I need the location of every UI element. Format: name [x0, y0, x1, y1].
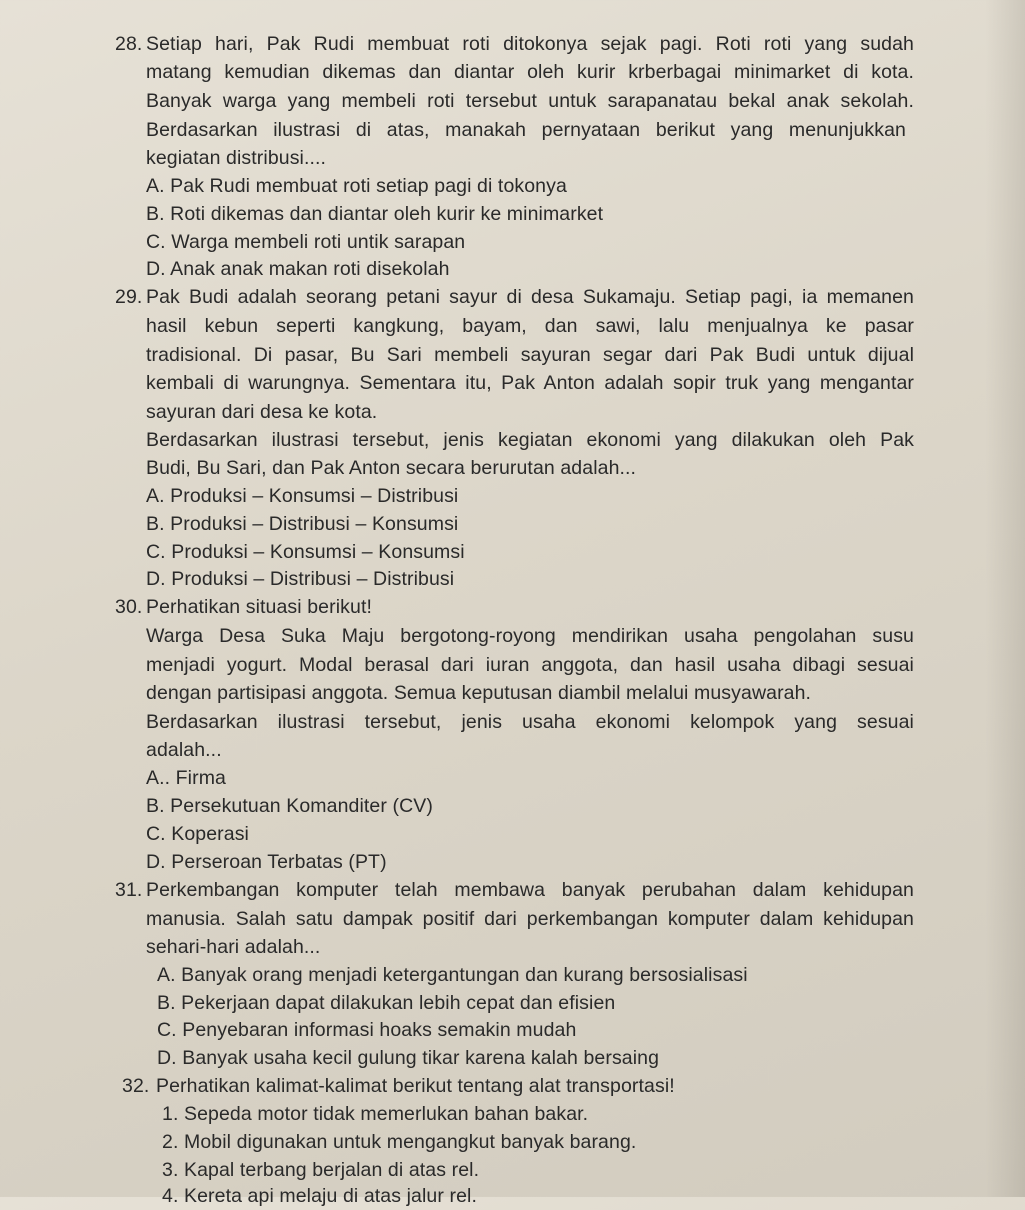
- question-text-line: Perhatikan kalimat-kalimat berikut tentang alat transportasi!: [156, 1075, 675, 1097]
- question-text-line: tradisional. Di pasar, Bu Sari membeli sayuran segar dari Pak Budi untuk dijual: [146, 344, 914, 366]
- question-number: 31.: [115, 879, 143, 901]
- question-number: 32.: [122, 1075, 150, 1097]
- statement-1: 1. Sepeda motor tidak memerlukan bahan bakar.: [162, 1103, 589, 1125]
- question-text-line: manusia. Salah satu dampak positif dari perkembangan komputer dalam kehidupan: [146, 908, 914, 930]
- option-c: C. Koperasi: [146, 823, 249, 845]
- option-c: C. Penyebaran informasi hoaks semakin mudah: [157, 1019, 577, 1041]
- option-b: B. Persekutuan Komanditer (CV): [146, 795, 433, 817]
- question-text-line: Berdasarkan ilustrasi tersebut, jenis usaha ekonomi kelompok yang sesuai: [146, 711, 914, 733]
- option-c: C. Warga membeli roti untik sarapan: [146, 231, 466, 253]
- question-number: 29.: [115, 286, 143, 308]
- statement-2: 2. Mobil digunakan untuk mengangkut banyak barang.: [162, 1131, 637, 1153]
- option-d: D. Perseroan Terbatas (PT): [146, 851, 387, 873]
- option-c: C. Produksi – Konsumsi – Konsumsi: [146, 541, 465, 563]
- question-text-line: Berdasarkan ilustrasi di atas, manakah pernyataan berikut yang menunjukkan: [146, 119, 906, 141]
- question-text-line: menjadi yogurt. Modal berasal dari iuran anggota, dan hasil usaha dibagi sesuai: [146, 654, 914, 676]
- option-d: D. Banyak usaha kecil gulung tikar karena kalah bersaing: [157, 1047, 660, 1069]
- option-d: D. Anak anak makan roti disekolah: [146, 258, 450, 280]
- question-text-line: Perhatikan situasi berikut!: [146, 596, 372, 618]
- question-text-line: kembali di warungnya. Sementara itu, Pak Anton adalah sopir truk yang mengantar: [146, 372, 914, 394]
- question-number: 28.: [115, 33, 143, 55]
- statement-4: 4. Kereta api melaju di atas jalur rel.: [162, 1185, 477, 1207]
- page-edge-shadow: [985, 0, 1025, 1197]
- question-number: 30.: [115, 596, 143, 618]
- question-text-line: Budi, Bu Sari, dan Pak Anton secara berurutan adalah...: [146, 457, 637, 479]
- question-text-line: sayuran dari desa ke kota.: [146, 401, 378, 423]
- option-a: A.. Firma: [146, 767, 226, 789]
- question-text-line: kegiatan distribusi....: [146, 147, 327, 169]
- option-a: A. Pak Rudi membuat roti setiap pagi di tokonya: [146, 175, 567, 197]
- option-b: B. Produksi – Distribusi – Konsumsi: [146, 513, 459, 535]
- option-b: B. Roti dikemas dan diantar oleh kurir ke minimarket: [146, 203, 604, 225]
- statement-3: 3. Kapal terbang berjalan di atas rel.: [162, 1159, 480, 1181]
- question-text-line: dengan partisipasi anggota. Semua keputusan diambil melalui musyawarah.: [146, 682, 812, 704]
- option-a: A. Produksi – Konsumsi – Distribusi: [146, 485, 459, 507]
- question-text-line: matang kemudian dikemas dan diantar oleh kurir krberbagai minimarket di kota.: [146, 61, 914, 83]
- question-text-line: sehari-hari adalah...: [146, 936, 321, 958]
- question-text-line: Setiap hari, Pak Rudi membuat roti ditokonya sejak pagi. Roti roti yang sudah: [146, 33, 914, 55]
- option-d: D. Produksi – Distribusi – Distribusi: [146, 568, 455, 590]
- question-text-line: Berdasarkan ilustrasi tersebut, jenis kegiatan ekonomi yang dilakukan oleh Pak: [146, 429, 914, 451]
- question-text-line: adalah...: [146, 739, 222, 761]
- option-b: B. Pekerjaan dapat dilakukan lebih cepat dan efisien: [157, 992, 616, 1014]
- question-text-line: hasil kebun seperti kangkung, bayam, dan sawi, lalu menjualnya ke pasar: [146, 315, 914, 337]
- question-text-line: Pak Budi adalah seorang petani sayur di desa Sukamaju. Setiap pagi, ia memanen: [146, 286, 914, 308]
- question-text-line: Banyak warga yang membeli roti tersebut untuk sarapanatau bekal anak sekolah.: [146, 90, 914, 112]
- question-text-line: Perkembangan komputer telah membawa banyak perubahan dalam kehidupan: [146, 879, 914, 901]
- question-text-line: Warga Desa Suka Maju bergotong-royong mendirikan usaha pengolahan susu: [146, 625, 914, 647]
- option-a: A. Banyak orang menjadi ketergantungan dan kurang bersosialisasi: [157, 964, 748, 986]
